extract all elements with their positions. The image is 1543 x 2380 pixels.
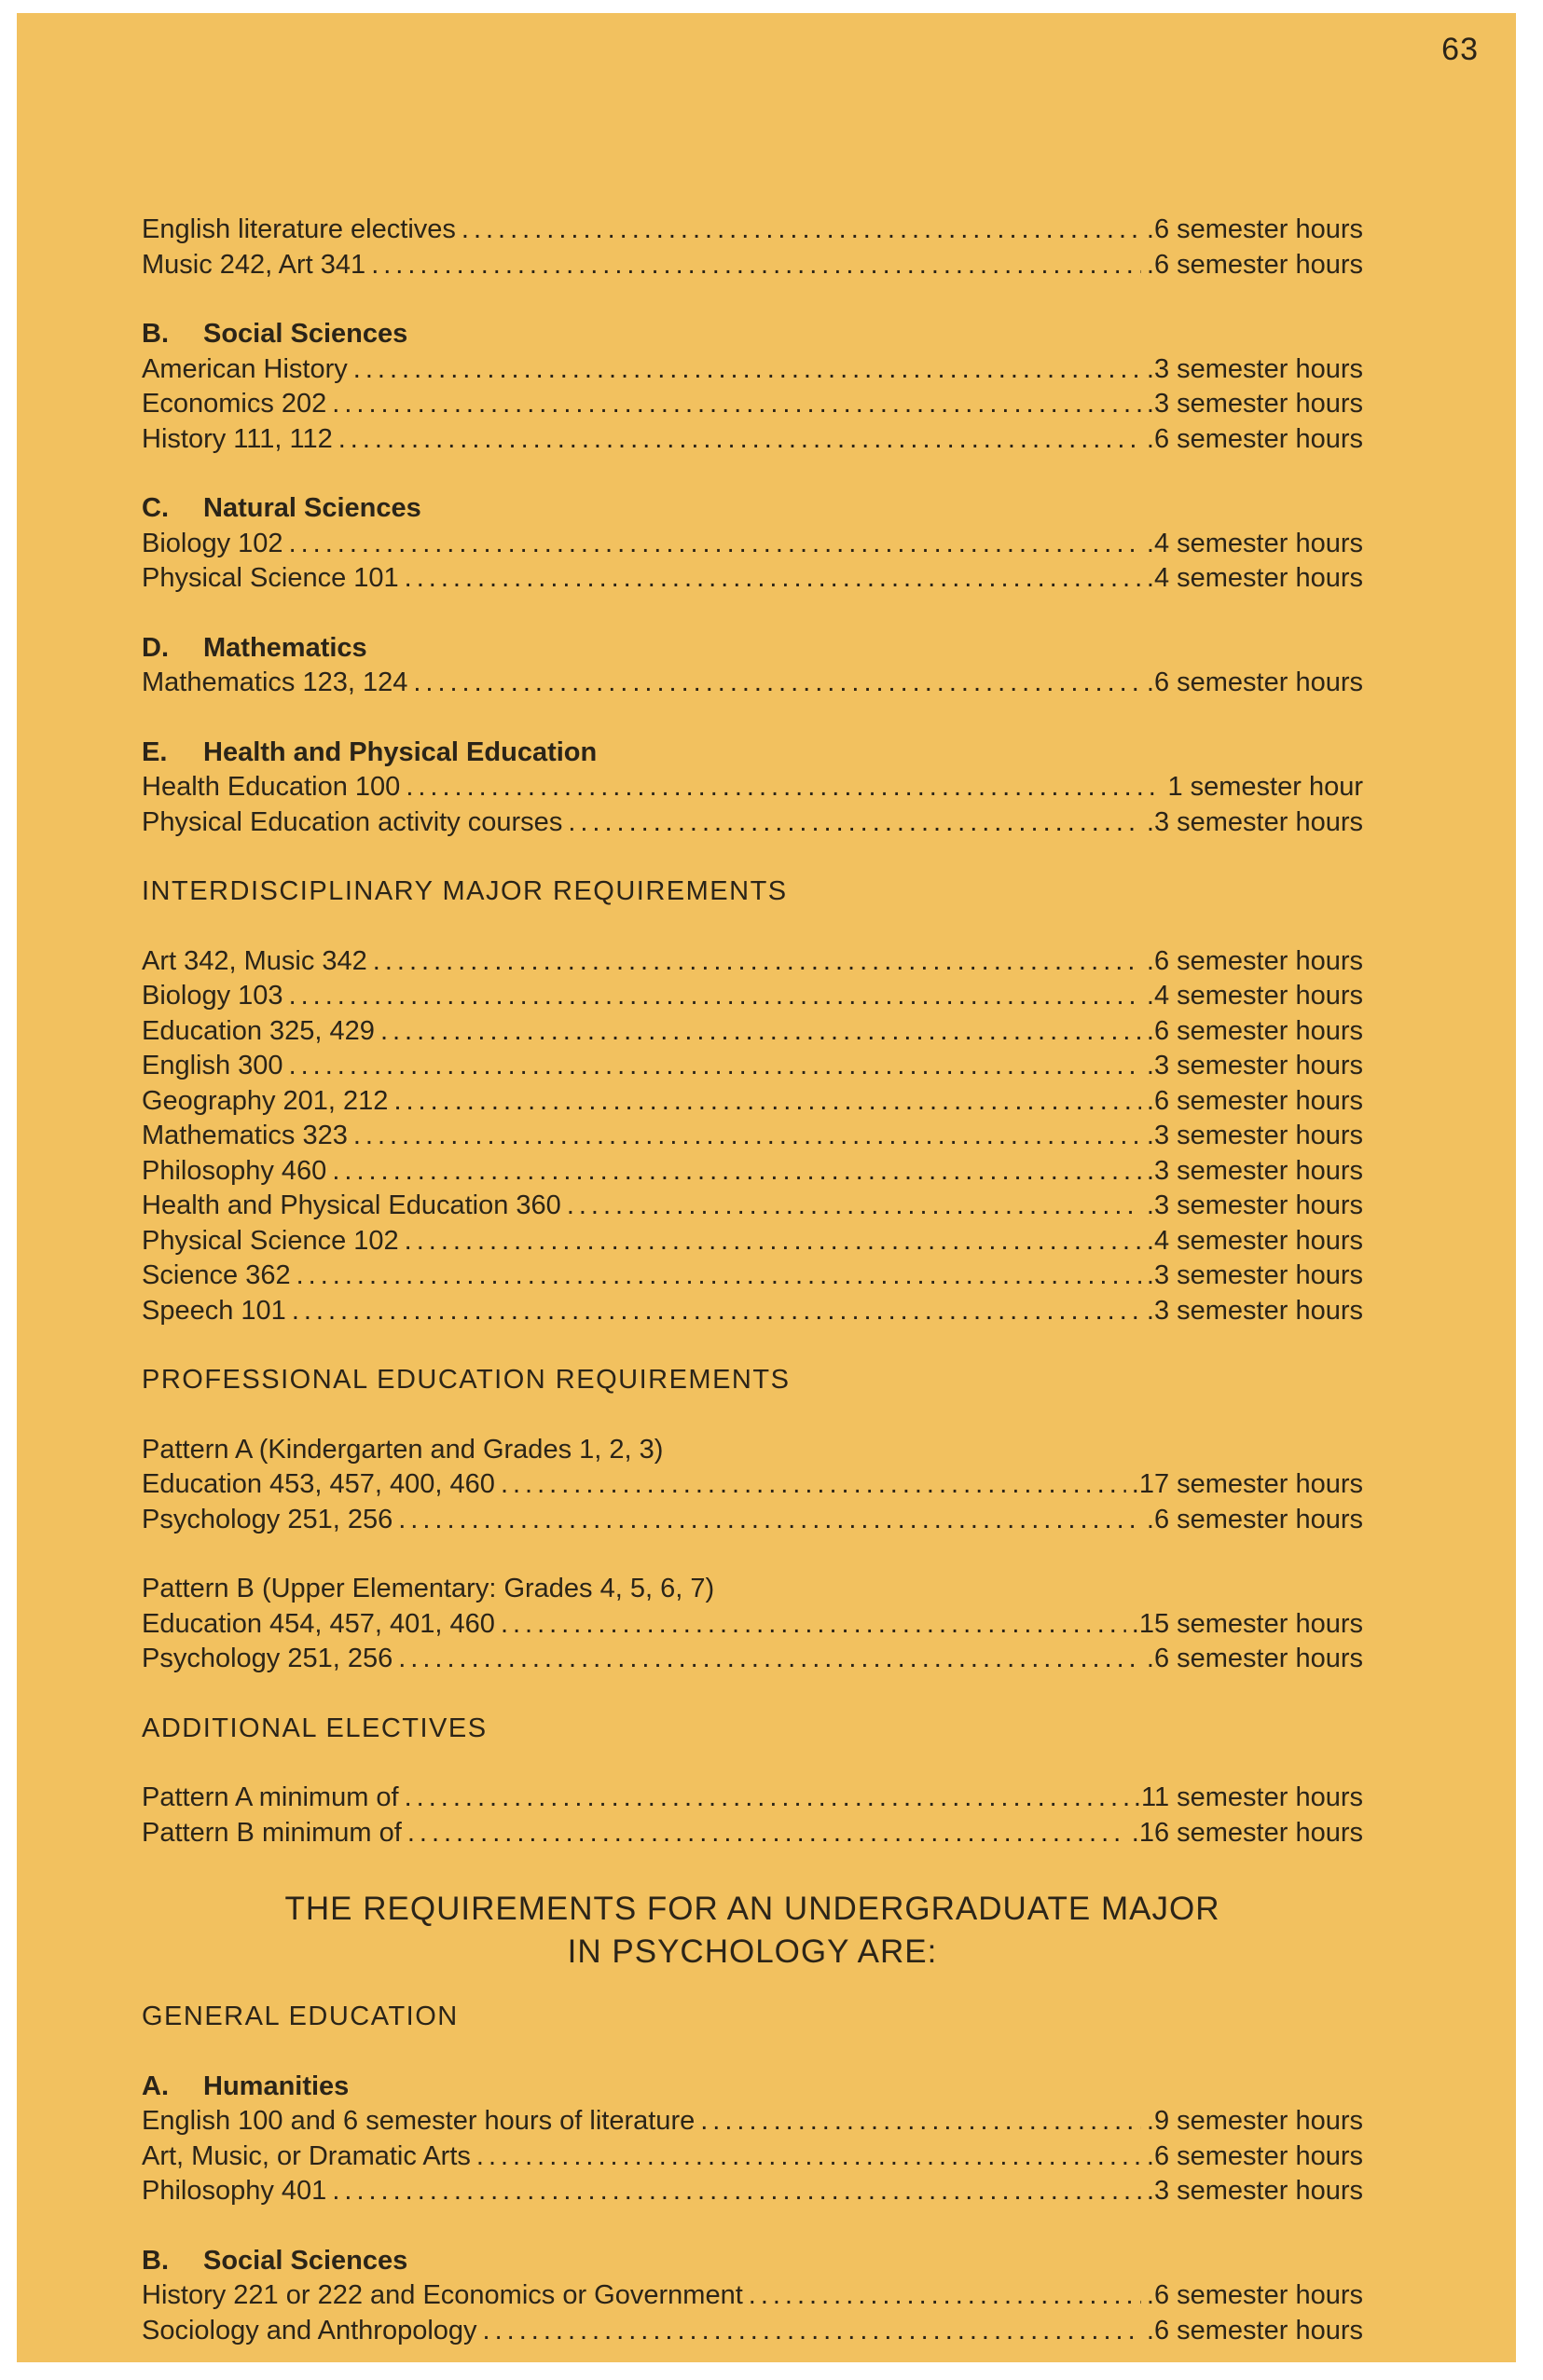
dot-leader (501, 1467, 1126, 1503)
group-letter: B. (142, 319, 169, 349)
course-label: Geography 201, 212 (142, 1085, 389, 1116)
page-content (142, 213, 1363, 2348)
hours-value: .6 semester hours (1146, 945, 1363, 976)
requirement-row (142, 2314, 1363, 2349)
requirement-row (142, 1049, 1363, 1084)
hours-value: .6 semester hours (1146, 423, 1363, 454)
course-label: History 221 or 222 and Economics or Government (142, 2280, 743, 2310)
requirement-row (142, 1119, 1363, 1154)
hours-value: .3 semester hours (1146, 1051, 1363, 1080)
course-label: Pattern A minimum of (142, 1782, 399, 1812)
requirement-row (142, 770, 1363, 805)
requirement-row (142, 944, 1363, 980)
course-label: Sociology and Anthropology (142, 2315, 477, 2346)
course-label: Mathematics 123, 124 (142, 667, 408, 697)
group-heading (142, 736, 1363, 771)
hours-value: .4 semester hours (1146, 1225, 1363, 1256)
group-heading (142, 2244, 1363, 2279)
interdisciplinary-section (142, 874, 1363, 1328)
section-heading: ADDITIONAL ELECTIVES (142, 1713, 488, 1743)
pattern-title: Pattern A (Kindergarten and Grades 1, 2, 3) (142, 1434, 664, 1465)
group-title: Social Sciences (203, 319, 408, 349)
requirement-row (142, 1607, 1363, 1643)
group-heading (142, 2070, 1363, 2105)
dot-leader (398, 1642, 1141, 1677)
course-label: Economics 202 (142, 389, 327, 419)
dot-leader (406, 770, 1162, 805)
section-heading: GENERAL EDUCATION (142, 2002, 459, 2031)
course-label: American History (142, 353, 348, 384)
course-label: Speech 101 (142, 1295, 286, 1326)
hours-value: .16 semester hours (1131, 1817, 1363, 1848)
hours-value: .3 semester hours (1146, 353, 1363, 384)
hours-value: .3 semester hours (1146, 1121, 1363, 1150)
dot-leader (338, 422, 1141, 458)
requirement-row (142, 1084, 1363, 1120)
hours-value: .3 semester hours (1146, 806, 1363, 837)
course-label: English literature electives (142, 214, 456, 244)
group-title: Humanities (203, 2070, 350, 2101)
course-label: Philosophy 401 (142, 2176, 327, 2206)
group-title: Health and Physical Education (203, 736, 598, 767)
dot-leader (332, 2174, 1141, 2209)
dot-leader (289, 527, 1141, 562)
course-label: Psychology 251, 256 (142, 1644, 393, 1673)
group-social-sciences (142, 317, 1363, 457)
hours-value: .11 semester hours (1133, 1782, 1363, 1812)
course-label: Education 453, 457, 400, 460 (142, 1469, 495, 1499)
requirement-row (142, 1154, 1363, 1190)
dot-leader (407, 1816, 1126, 1851)
dot-leader (398, 1503, 1141, 1538)
hours-value: .6 semester hours (1146, 1015, 1363, 1046)
course-label: English 100 and 6 semester hours of literature (142, 2106, 696, 2136)
requirement-row (142, 1224, 1363, 1259)
top-rows (142, 213, 1363, 282)
group-heading (142, 317, 1363, 352)
dot-leader (501, 1607, 1126, 1643)
group-natural-sciences (142, 491, 1363, 597)
requirement-row (142, 2104, 1363, 2139)
group-letter: B. (142, 2245, 169, 2276)
group-letter: D. (142, 632, 169, 663)
course-label: Physical Science 102 (142, 1225, 399, 1256)
dot-leader (413, 666, 1141, 701)
dot-leader (749, 2278, 1141, 2314)
page-number: 63 (1441, 32, 1479, 67)
course-label: Physical Education activity courses (142, 806, 563, 837)
dot-leader (292, 1294, 1141, 1329)
course-label: Philosophy 460 (142, 1155, 327, 1186)
psychology-major-title (142, 1888, 1363, 1974)
hours-value: .3 semester hours (1146, 2176, 1363, 2206)
dot-leader (332, 1154, 1141, 1190)
dot-leader (462, 213, 1141, 248)
section-heading: INTERDISCIPLINARY MAJOR REQUIREMENTS (142, 876, 788, 906)
requirement-row (142, 1467, 1363, 1503)
dot-leader (371, 248, 1141, 283)
group-letter: C. (142, 493, 169, 523)
hours-value: .3 semester hours (1146, 1260, 1363, 1290)
requirement-row (142, 1503, 1363, 1538)
dot-leader (289, 979, 1141, 1014)
hours-value: .9 semester hours (1146, 2106, 1363, 2136)
requirement-row (142, 2278, 1363, 2314)
hours-value: .3 semester hours (1146, 389, 1363, 419)
group-title: Mathematics (203, 632, 367, 663)
hours-value: .6 semester hours (1146, 249, 1363, 280)
course-label: History 111, 112 (142, 423, 333, 454)
course-label: Biology 103 (142, 981, 283, 1011)
requirement-row (142, 1189, 1363, 1224)
group-title: Social Sciences (203, 2245, 408, 2276)
hours-value: .4 semester hours (1146, 981, 1363, 1011)
hours-value: .3 semester hours (1146, 1190, 1363, 1220)
dot-leader (353, 352, 1141, 388)
course-label: Education 454, 457, 401, 460 (142, 1608, 495, 1639)
dot-leader (483, 2314, 1141, 2349)
dot-leader (373, 944, 1141, 980)
hours-value: .3 semester hours (1146, 1155, 1363, 1186)
hours-value: .4 semester hours (1146, 528, 1363, 558)
electives-section (142, 1712, 1363, 1851)
dot-leader (405, 561, 1141, 597)
dot-leader (353, 1119, 1141, 1154)
professional-section (142, 1363, 1363, 1677)
hours-value: .6 semester hours (1146, 2140, 1363, 2171)
requirement-row (142, 1642, 1363, 1677)
hours-value: .15 semester hours (1131, 1608, 1363, 1639)
dot-leader (393, 1084, 1140, 1120)
requirement-row (142, 1816, 1363, 1851)
dot-leader (567, 1189, 1141, 1224)
requirement-row (142, 666, 1363, 701)
requirement-row (142, 2139, 1363, 2175)
requirement-row (142, 561, 1363, 597)
group-health-physical-education (142, 736, 1363, 841)
group-letter: E. (142, 736, 168, 767)
dot-leader (296, 1259, 1141, 1294)
general-education-section (142, 2000, 1363, 2348)
group-letter: A. (142, 2070, 169, 2101)
hours-value: .6 semester hours (1146, 1085, 1363, 1116)
requirement-row (142, 1781, 1363, 1816)
requirement-row (142, 213, 1363, 248)
section-heading: PROFESSIONAL EDUCATION REQUIREMENTS (142, 1365, 791, 1395)
hours-value: .6 semester hours (1146, 2280, 1363, 2310)
hours-value: .6 semester hours (1146, 667, 1363, 697)
title-line: IN PSYCHOLOGY ARE: (567, 1933, 938, 1970)
requirement-row (142, 805, 1363, 841)
dot-leader (700, 2104, 1141, 2139)
hours-value: .4 semester hours (1146, 563, 1363, 593)
hours-value: .6 semester hours (1146, 2315, 1363, 2346)
course-label: Mathematics 323 (142, 1121, 348, 1150)
group-heading (142, 631, 1363, 667)
hours-value: .6 semester hours (1146, 214, 1363, 244)
course-label: Health and Physical Education 360 (142, 1190, 561, 1220)
dot-leader (332, 387, 1141, 422)
title-line: THE REQUIREMENTS FOR AN UNDERGRADUATE MAJOR (284, 1891, 1220, 1927)
hours-value: .6 semester hours (1146, 1644, 1363, 1673)
dot-leader (405, 1781, 1128, 1816)
course-label: Pattern B minimum of (142, 1817, 402, 1848)
dot-leader (289, 1049, 1141, 1084)
course-label: Education 325, 429 (142, 1015, 375, 1046)
hours-value: 1 semester hour (1167, 772, 1363, 802)
course-label: Science 362 (142, 1260, 291, 1290)
course-label: Health Education 100 (142, 772, 401, 802)
course-label: Art 342, Music 342 (142, 945, 367, 976)
course-label: Physical Science 101 (142, 563, 399, 593)
group-title: Natural Sciences (203, 493, 421, 523)
requirement-row (142, 979, 1363, 1014)
course-label: English 300 (142, 1051, 283, 1080)
pattern-title: Pattern B (Upper Elementary: Grades 4, 5, 6, 7) (142, 1574, 715, 1603)
catalog-page (17, 13, 1516, 2362)
requirement-row (142, 387, 1363, 422)
course-label: Art, Music, or Dramatic Arts (142, 2140, 471, 2171)
hours-value: .17 semester hours (1131, 1469, 1363, 1499)
dot-leader (568, 805, 1141, 841)
course-label: Biology 102 (142, 528, 283, 558)
hours-value: .6 semester hours (1146, 1504, 1363, 1534)
requirement-row (142, 1259, 1363, 1294)
dot-leader (380, 1014, 1141, 1050)
course-label: Psychology 251, 256 (142, 1504, 393, 1534)
requirement-row (142, 1014, 1363, 1050)
group-mathematics (142, 631, 1363, 701)
requirement-row (142, 1294, 1363, 1329)
requirement-row (142, 422, 1363, 458)
group-heading (142, 491, 1363, 527)
dot-leader (405, 1224, 1141, 1259)
requirement-row (142, 527, 1363, 562)
hours-value: .3 semester hours (1146, 1295, 1363, 1326)
requirement-row (142, 248, 1363, 283)
requirement-row (142, 352, 1363, 388)
course-label: Music 242, Art 341 (142, 249, 366, 280)
requirement-row (142, 2174, 1363, 2209)
dot-leader (476, 2139, 1141, 2175)
